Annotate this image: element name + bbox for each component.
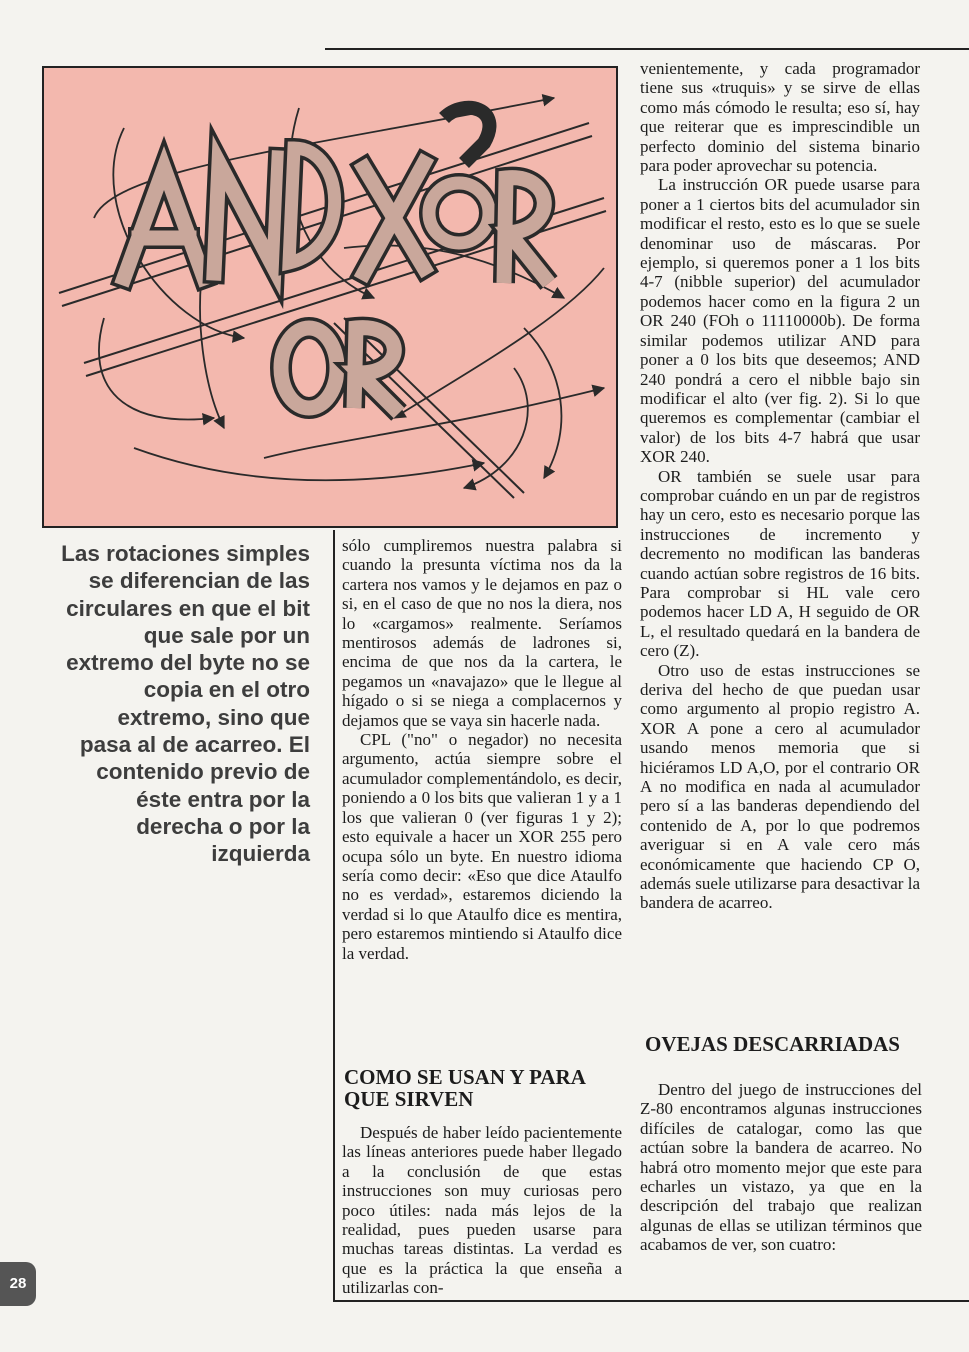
column-2-body [640, 59, 920, 913]
logic-illustration [42, 66, 618, 528]
column-divider [333, 530, 335, 1302]
paragraph: sólo cumpliremos nuestra palabra si cuando la presunta víctima nos da la cartera nos vamos y le dejamos en paz o si, en el caso de que no nos la diera, nos lo «cargamos» realmente. Seríamos mentirosos además de ladrones si, encima de que nos da la cartera, le pegamos un «navajazo» que le llegue al hígado o si se niega a complacernos y dejamos que se vaya sin hacerle nada. [342, 536, 622, 730]
xor-lettering [364, 108, 549, 283]
top-rule [325, 48, 969, 50]
or-lettering [281, 328, 399, 413]
paragraph: Dentro del juego de instrucciones del Z-80 encontramos algunas instrucciones difíciles de catalogar, como las que actúan sobre la bandera de acarreo. No habrá otro momento mejor que este para echarles un vistazo, ya que en la descripción del trabajo que realizan algunas de ellas se utilizan términos que acabamos de ver, son cuatro: [640, 1080, 922, 1255]
illustration-drawing [44, 68, 618, 528]
page-number-tab: 28 [0, 1262, 36, 1306]
pull-quote: Las rotaciones simples se diferencian de las circulares en que el bit que sale por un extremo del byte no se copia en el otro extremo, sino que pasa al de acarreo. El contenido previo de éste entra por la derecha o por la izquierda [61, 541, 310, 867]
column-1-section-body [342, 1123, 622, 1298]
paragraph: venientemente, y cada programador tiene sus «truquis» y se sirve de ellas como más cómodo le resulta; eso sí, hay que reiterar que es imprescindible un perfecto dominio del sistema binario para poder aprovechar su potencia. [640, 59, 920, 176]
paragraph: Después de haber leído pacientemente las líneas anteriores puede haber llegado a la conclusión de que estas instrucciones son muy curiosas pero poco útiles: nada más lejos de la realidad, pues pueden usarse para muchas tareas distintas. La verdad es que es la práctica la que enseña a utilizarlas con- [342, 1123, 622, 1298]
section-heading-ovejas: OVEJAS DESCARRIADAS [645, 1032, 900, 1056]
paragraph: CPL ("no" o negador) no necesita argumento, actúa siempre sobre el acumulador complementándolo, es decir, poniendo a 0 los bits que valieran 1 y a 1 los que valieran 0 (ver figuras 1 y 2); esto equivale a hacer un XOR 255 pero ocupa sólo un byte. En nuestro idioma sería como decir: «Eso que dice Ataulfo no es verdad», estaremos diciendo la verdad si lo que Ataulfo dice es mentira, pero estaremos mintiendo si Ataulfo dice la verdad. [342, 730, 622, 963]
paragraph: Otro uso de estas instrucciones se deriva del hecho de que puedan usar como argumento al propio registro A. XOR A pone a cero al acumulador usando menos memoria que si hiciéramos LD A,O, por el contrario OR A no modifica en nada al acumulador pero sí a las banderas dependiendo del contenido de A, por lo que podremos averiguar si en A vale cero más económicamente que haciendo CP O, además suele utilizarse para desactivar la bandera de acarreo. [640, 660, 920, 913]
paragraph: OR también se suele usar para comprobar cuándo en un par de registros hay un cero, esto es necesario porque las instrucciones de incremento y decremento no modifican las banderas cuando actúan sobre registros de 16 bits. Para comprobar si HL vale cero podemos hacer LD A, H seguido de OR L, el resultado quedará en la bandera de cero (Z). [640, 466, 920, 661]
section-heading-uso: COMO SE USAN Y PARA QUE SIRVEN [344, 1065, 585, 1111]
and-lettering [124, 148, 335, 278]
column-1-body [342, 536, 622, 963]
column-2-section-body [640, 1080, 922, 1255]
paragraph: La instrucción OR puede usarse para poner a 1 ciertos bits del acumulador sin modificar el resto, esto es lo que se suele denominar uso de máscaras. Por ejemplo, si queremos poner a 1 los bits 4-7 (nibble superior) del acumulador podemos hacer como en la figura 2 un OR 240 (FOh o 11110000b). De forma similar podemos utilizar AND para poner a 0 los bits que deseemos; AND 240 pondrá a cero el nibble bajo sin modificar el alto (ver fig. 2). Si lo que queremos es complementar (cambiar el valor) de los bits 4-7 habrá que usar XOR 240. [640, 175, 920, 467]
bottom-rule [333, 1300, 969, 1302]
